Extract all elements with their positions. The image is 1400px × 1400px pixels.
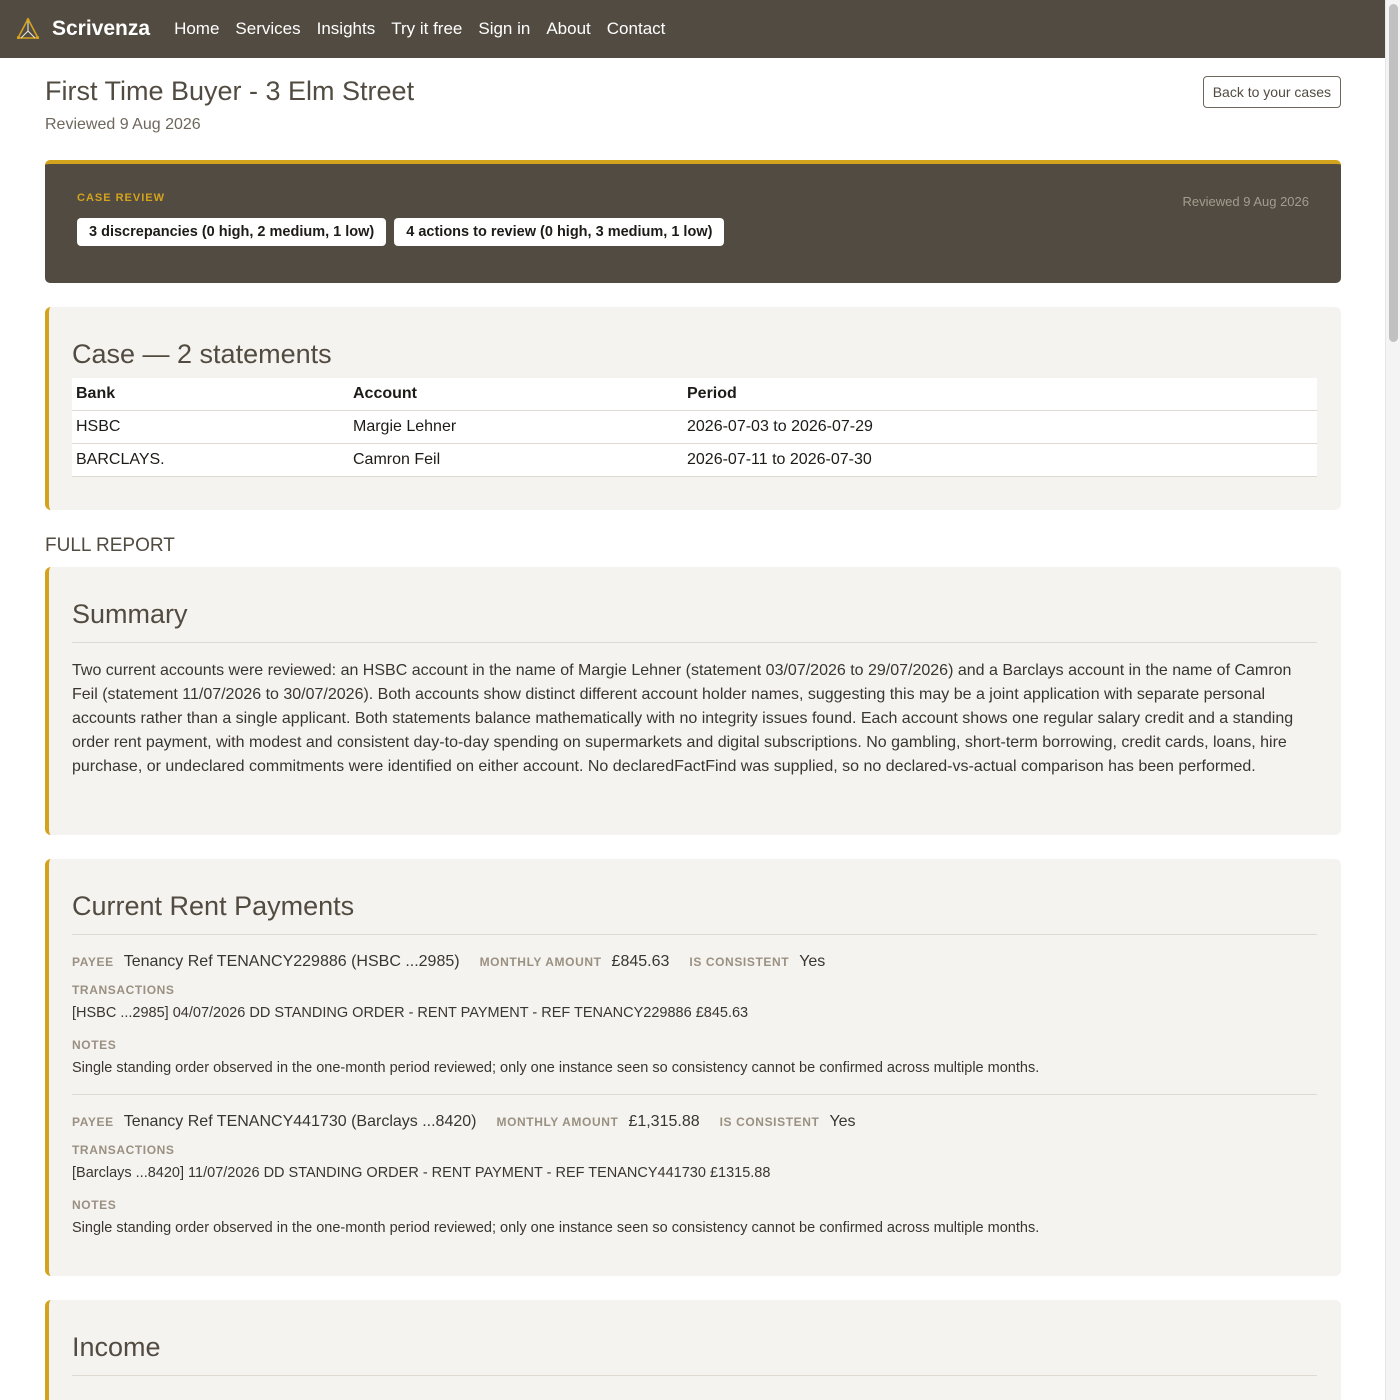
cell-bank: HSBC xyxy=(72,411,349,444)
cell-period: 2026-07-11 to 2026-07-30 xyxy=(683,444,1317,477)
case-statements-title: Case — 2 statements xyxy=(72,339,332,369)
case-review-date: Reviewed 9 Aug 2026 xyxy=(1182,194,1309,209)
is-consistent-value: Yes xyxy=(829,1113,856,1130)
case-statements-card xyxy=(45,307,1341,510)
notes-label: NOTES xyxy=(72,1198,117,1212)
transaction-text: [HSBC ...2985] 04/07/2026 DD STANDING ORDER - RENT PAYMENT - REF TENANCY229886 £845.63 xyxy=(72,1005,749,1021)
is-consistent-label: IS CONSISTENT xyxy=(689,955,790,969)
notes-label: NOTES xyxy=(72,1038,117,1052)
nav-link-about[interactable]: About xyxy=(546,19,591,38)
page-subtitle: Reviewed 9 Aug 2026 xyxy=(45,116,201,133)
review-pill-row xyxy=(77,218,1309,246)
column-header-account: Account xyxy=(349,378,683,411)
back-to-cases-button[interactable]: Back to your cases xyxy=(1203,76,1341,108)
rent-payments-title: Current Rent Payments xyxy=(72,891,1317,935)
brand-name[interactable]: Scrivenza xyxy=(52,17,151,40)
summary-text: Two current accounts were reviewed: an HSBC account in the name of Margie Lehner (statement 03/07/2026 to 29/07/2026) and a Barclays account in the name of Camron Feil (statement 11/07/2026 to 30/07/2026). Both accounts show distinct different account holder names, suggesting this may be a joint application with separate personal accounts rather than a single applicant. Both statements balance mathematically with no integrity issues found. Each account shows one regular salary credit and a standing order rent payment, with modest and consistent day-to-day spending on supermarkets and digital subscriptions. No gambling, short-term borrowing, credit cards, loans, hire purchase, or undeclared commitments were identified on either account. No declaredFactFind was supplied, so no declared-vs-actual comparison has been performed. xyxy=(72,662,1294,775)
case-review-banner xyxy=(45,160,1341,283)
statements-table xyxy=(72,378,1317,477)
full-report-heading: FULL REPORT xyxy=(45,535,175,556)
summary-card xyxy=(45,567,1341,835)
monthly-amount-value: £845.63 xyxy=(611,953,670,970)
notes-text: Single standing order observed in the one-month period reviewed; only one instance seen so consistency cannot be confirmed across multiple months. xyxy=(72,1220,1040,1236)
payee-label: PAYEE xyxy=(72,1115,114,1129)
cell-bank: BARCLAYS. xyxy=(72,444,349,477)
nav-link-try-it-free[interactable]: Try it free xyxy=(391,19,463,38)
rent-entry xyxy=(72,1094,1317,1254)
rent-entry xyxy=(72,953,1317,1094)
table-row xyxy=(72,444,1317,477)
monthly-amount-label: MONTHLY AMOUNT xyxy=(479,955,602,969)
monthly-amount-label: MONTHLY AMOUNT xyxy=(496,1115,619,1129)
cell-period: 2026-07-03 to 2026-07-29 xyxy=(683,411,1317,444)
income-title: Income xyxy=(72,1332,1317,1376)
table-header-row xyxy=(72,378,1317,411)
monthly-amount-value: £1,315.88 xyxy=(628,1113,700,1130)
payee-label: PAYEE xyxy=(72,955,114,969)
cell-account: Camron Feil xyxy=(349,444,683,477)
discrepancies-pill[interactable]: 3 discrepancies (0 high, 2 medium, 1 low) xyxy=(77,218,386,246)
summary-title: Summary xyxy=(72,599,1317,643)
logo-icon[interactable] xyxy=(16,17,40,41)
column-header-bank: Bank xyxy=(72,378,349,411)
is-consistent-label: IS CONSISTENT xyxy=(719,1115,820,1129)
rent-payments-card xyxy=(45,859,1341,1276)
scrollbar-thumb[interactable] xyxy=(1389,4,1398,342)
page-scrollbar[interactable] xyxy=(1385,0,1400,1400)
nav-link-home[interactable]: Home xyxy=(174,19,220,38)
case-review-label: CASE REVIEW xyxy=(77,192,166,204)
column-header-period: Period xyxy=(683,378,1317,411)
transactions-label: TRANSACTIONS xyxy=(72,1143,175,1157)
main-content xyxy=(45,58,1341,1400)
nav-link-sign-in[interactable]: Sign in xyxy=(478,19,531,38)
rent-entry-fields xyxy=(72,1113,1317,1131)
cell-account: Margie Lehner xyxy=(349,411,683,444)
notes-text: Single standing order observed in the one-month period reviewed; only one instance seen so consistency cannot be confirmed across multiple months. xyxy=(72,1060,1040,1076)
table-row xyxy=(72,411,1317,444)
rent-entry-fields xyxy=(72,953,1317,971)
page-header xyxy=(45,58,1341,160)
page-title: First Time Buyer - 3 Elm Street xyxy=(45,76,415,106)
top-navbar xyxy=(0,0,1385,58)
nav-link-contact[interactable]: Contact xyxy=(606,19,666,38)
payee-value: Tenancy Ref TENANCY441730 (Barclays ...8420) xyxy=(123,1113,477,1130)
actions-pill[interactable]: 4 actions to review (0 high, 3 medium, 1 low) xyxy=(394,218,724,246)
transaction-text: [Barclays ...8420] 11/07/2026 DD STANDING ORDER - RENT PAYMENT - REF TENANCY441730 £1315.88 xyxy=(72,1165,771,1181)
nav-link-services[interactable]: Services xyxy=(235,19,301,38)
income-card xyxy=(45,1300,1341,1400)
is-consistent-value: Yes xyxy=(799,953,826,970)
payee-value: Tenancy Ref TENANCY229886 (HSBC ...2985) xyxy=(123,953,460,970)
nav-link-insights[interactable]: Insights xyxy=(316,19,376,38)
transactions-label: TRANSACTIONS xyxy=(72,983,175,997)
